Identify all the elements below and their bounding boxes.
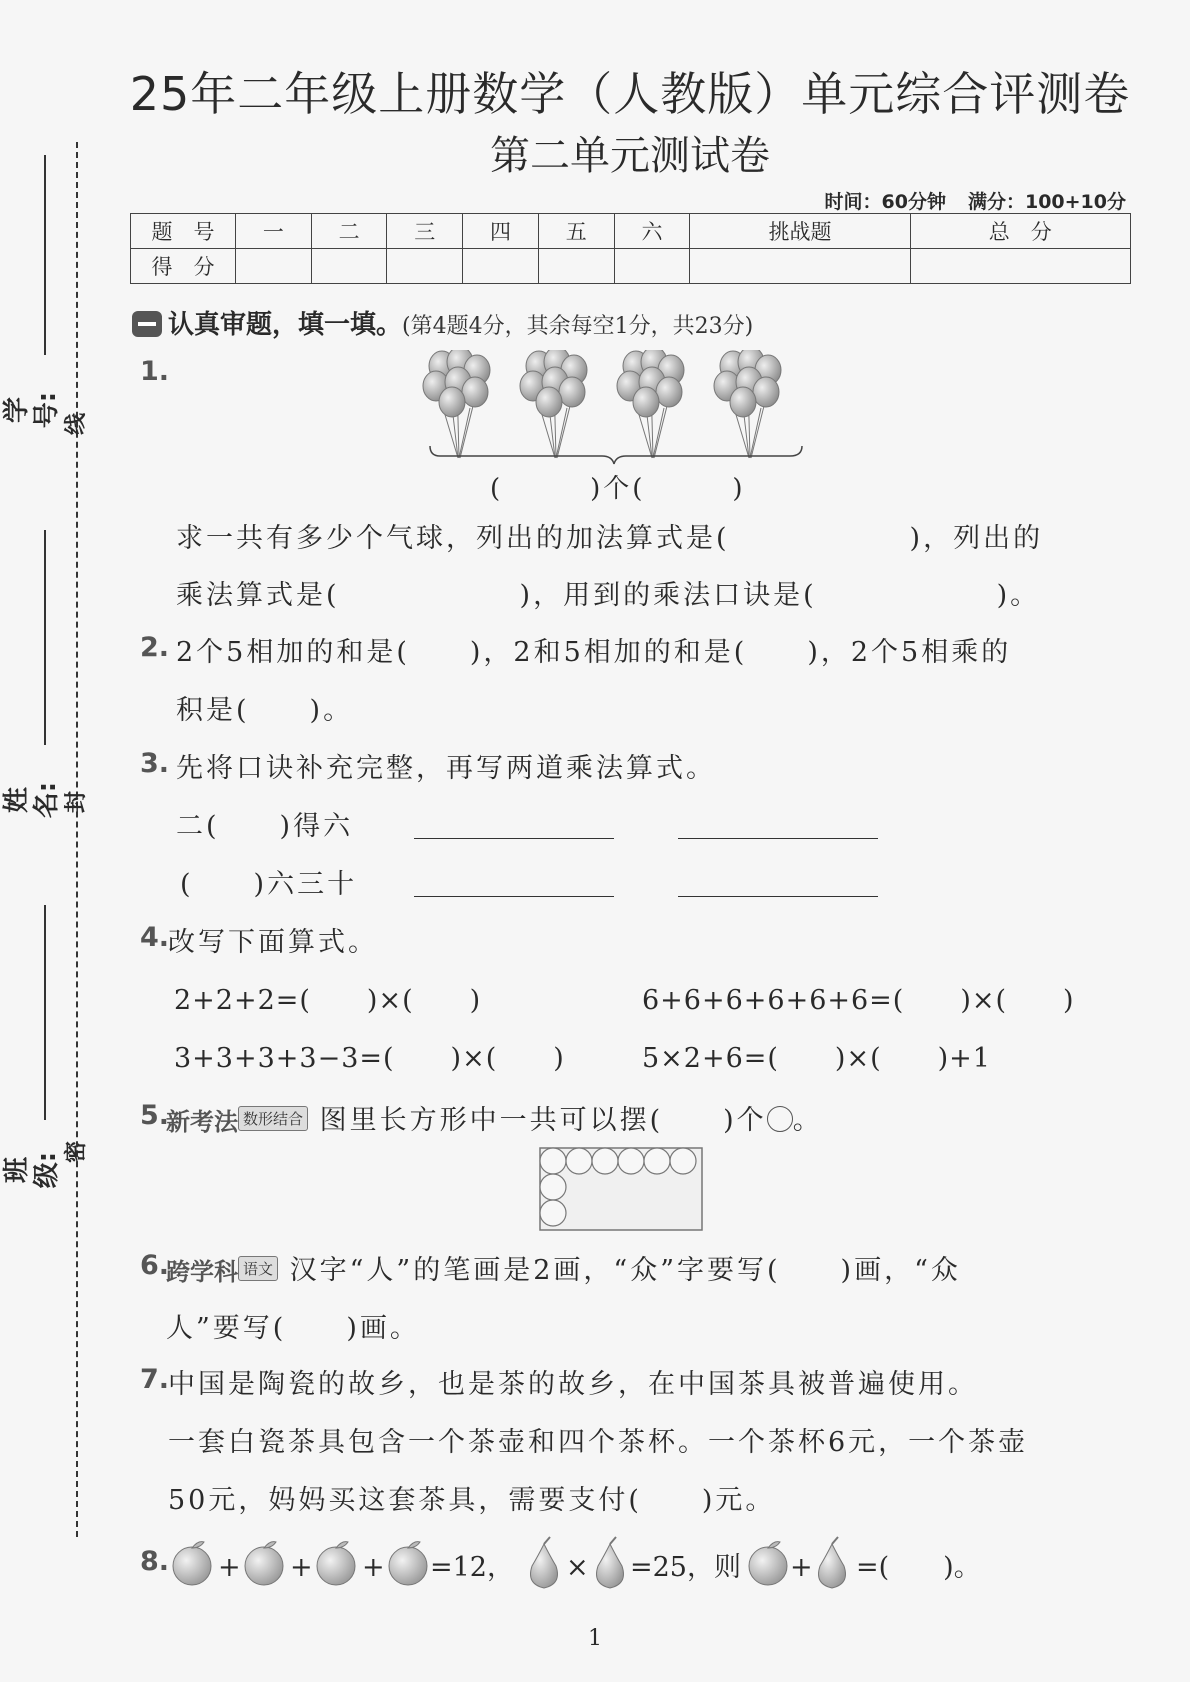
score-input-cell[interactable] <box>236 249 312 284</box>
full-score: 满分：100+10分 <box>967 191 1126 213</box>
apple-icon <box>389 1542 427 1585</box>
answer-line[interactable] <box>678 838 878 839</box>
section-title: 认真审题，填一填。 <box>168 310 403 340</box>
binding-mark-secret: 密 <box>63 1140 89 1164</box>
class-write-line <box>44 905 46 1120</box>
question-number: 3. <box>140 748 170 779</box>
score-table-header-row <box>131 214 1131 249</box>
score-table-cell: 总 分 <box>910 214 1130 249</box>
section-number-badge-icon <box>132 311 162 337</box>
equation-part-2: =25，则 <box>630 1552 741 1583</box>
score-input-cell[interactable] <box>387 249 463 284</box>
score-row-label: 得 分 <box>131 249 236 284</box>
question-number: 1. <box>140 356 170 387</box>
q4-instruction: 改写下面算式。 <box>168 927 378 958</box>
page-subtitle: 第二单元测试卷 <box>490 133 770 179</box>
q5-text <box>166 1098 823 1139</box>
q4-expression-d: 5×2+6=( )×( )+1 <box>642 1043 991 1074</box>
fruit-equation-figure <box>170 1534 1050 1592</box>
equation-part-3: =( )。 <box>856 1552 981 1583</box>
section-score-note: (第4题4分，其余每空1分，共23分) <box>402 314 754 339</box>
question-number: 7. <box>140 1364 170 1395</box>
q7-text-line1: 中国是陶瓷的故乡，也是茶的故乡，在中国茶具被普遍使用。 <box>168 1369 978 1400</box>
apple-icon <box>173 1542 211 1585</box>
apple-icon <box>317 1542 355 1585</box>
times-sign: × <box>566 1552 589 1583</box>
q3-rhyme-row2: ( )六三十 <box>180 869 358 900</box>
score-input-cell[interactable] <box>614 249 690 284</box>
pear-icon <box>819 1537 846 1588</box>
plus-sign: + <box>790 1552 813 1583</box>
score-table-cell: 题 号 <box>131 214 236 249</box>
q6-question-text: 汉字“人”的笔画是2画，“众”字要写( )画，“众 <box>289 1255 961 1286</box>
score-input-cell[interactable] <box>463 249 539 284</box>
binding-mark-line: 线 <box>63 412 89 436</box>
time-limit: 时间：60分钟 <box>824 191 946 213</box>
rectangle-circles-figure <box>538 1146 704 1232</box>
q4-expression-c: 3+3+3+3−3=( )×( ) <box>174 1043 565 1074</box>
question-number: 4. <box>140 922 170 953</box>
page-number: 1 <box>588 1626 602 1651</box>
score-input-cell[interactable] <box>910 249 1130 284</box>
cross-subject-badge: 跨学科 <box>166 1258 238 1286</box>
answer-line[interactable] <box>414 896 614 897</box>
question-number: 2. <box>140 632 170 663</box>
q1-text-line1: 求一共有多少个气球，列出的加法算式是( )，列出的 <box>176 523 1044 554</box>
q2-text-line1: 2个5相加的和是( )，2和5相加的和是( )，2个5相乘的 <box>176 637 1012 668</box>
name-write-line <box>44 530 46 745</box>
q7-text-line2: 一套白瓷茶具包含一个茶壶和四个茶杯。一个茶杯6元，一个茶壶 <box>168 1427 1029 1458</box>
q5-question-text: 图里长方形中一共可以摆( )个 <box>319 1105 767 1136</box>
q4-expression-b: 6+6+6+6+6+6=( )×( ) <box>642 985 1075 1016</box>
exam-meta <box>825 187 1126 214</box>
balloon-caption: ( )个( ) <box>490 474 746 504</box>
binding-mark-seal: 封 <box>63 790 89 814</box>
score-input-cell[interactable] <box>311 249 387 284</box>
chinese-subject-tag: 语文 <box>238 1256 278 1281</box>
section-heading <box>132 304 753 341</box>
circle-icon <box>767 1106 793 1132</box>
q4-expression-a: 2+2+2=( )×( ) <box>174 985 482 1016</box>
question-number: 5. <box>140 1100 170 1131</box>
balloon-bunches-figure <box>420 350 820 468</box>
score-table-cell: 六 <box>614 214 690 249</box>
balloon-bunch <box>423 350 490 458</box>
score-table-score-row <box>131 249 1131 284</box>
plus-sign: + <box>290 1552 313 1583</box>
score-table-cell: 五 <box>538 214 614 249</box>
name-label: 姓名: <box>2 781 63 819</box>
score-input-cell[interactable] <box>538 249 614 284</box>
apple-icon <box>749 1542 787 1585</box>
question-number: 6. <box>140 1250 170 1281</box>
answer-line[interactable] <box>678 896 878 897</box>
q5-period: 。 <box>792 1105 823 1136</box>
score-input-cell[interactable] <box>690 249 910 284</box>
q3-instruction: 先将口诀补充完整，再写两道乘法算式。 <box>176 753 716 784</box>
new-exam-badge: 新考法 <box>166 1108 238 1136</box>
score-table-cell: 一 <box>236 214 312 249</box>
q3-rhyme-row1: 二( )得六 <box>176 811 354 842</box>
class-label: 班级: <box>2 1151 63 1189</box>
question-number: 8. <box>140 1546 170 1577</box>
q1-text-line2: 乘法算式是( )，用到的乘法口诀是( )。 <box>176 580 1041 611</box>
q7-text-line3: 50元，妈妈买这套茶具，需要支付( )元。 <box>168 1485 776 1516</box>
score-table-cell: 二 <box>311 214 387 249</box>
shape-number-tag: 数形结合 <box>238 1106 308 1131</box>
score-table-cell: 三 <box>387 214 463 249</box>
q2-text-line2: 积是( )。 <box>176 695 354 726</box>
score-table-cell: 挑战题 <box>690 214 910 249</box>
binding-dashed-line <box>76 142 78 1537</box>
score-table-cell: 四 <box>463 214 539 249</box>
student-id-label: 学号: <box>2 391 63 429</box>
q6-text-line1 <box>166 1248 961 1289</box>
score-table <box>130 213 1131 284</box>
q6-text-line2: 人”要写( )画。 <box>166 1313 420 1344</box>
page-title: 25年二年级上册数学（人教版）单元综合评测卷 <box>129 67 1131 121</box>
answer-line[interactable] <box>414 838 614 839</box>
plus-sign: + <box>218 1552 241 1583</box>
equation-part-1: =12， <box>430 1552 514 1583</box>
plus-sign: + <box>362 1552 385 1583</box>
apple-icon <box>245 1542 283 1585</box>
student-id-write-line <box>44 155 46 355</box>
pear-icon <box>597 1537 624 1588</box>
pear-icon <box>531 1537 558 1588</box>
